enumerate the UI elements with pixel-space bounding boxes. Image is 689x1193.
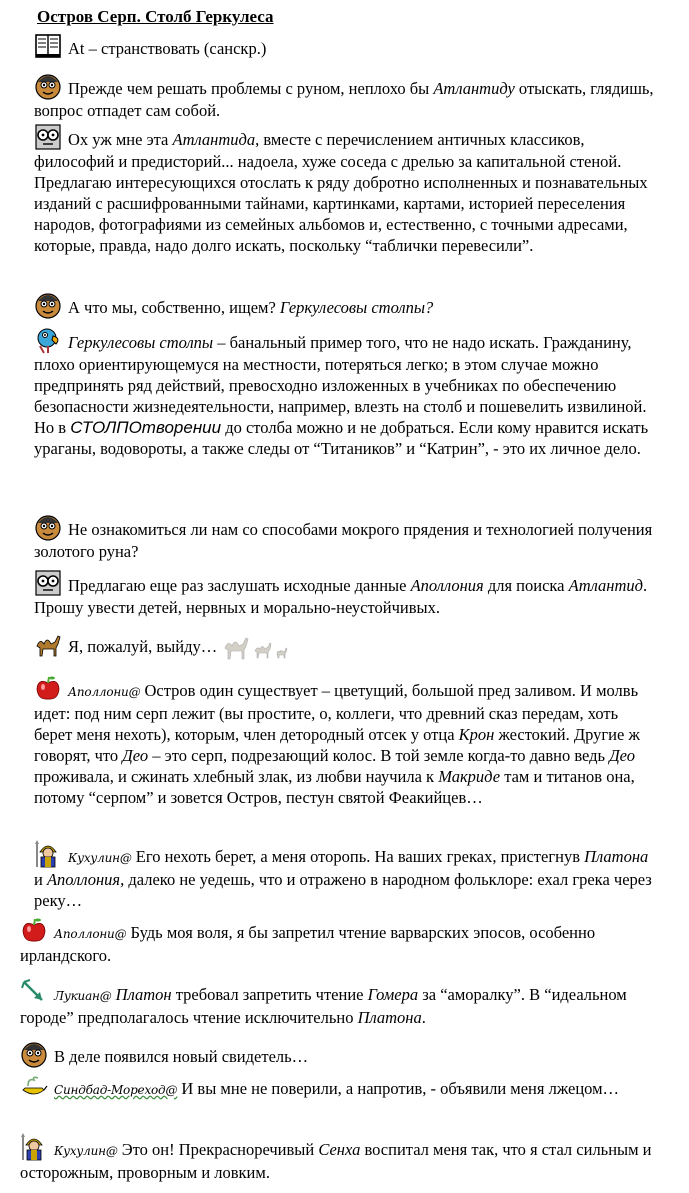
entry-cuchulainn: Кухулин@ Это он! Прекрасноречивый Сенха воспитал меня так, что я стал сильным и осторожным, проворным и ловким. bbox=[20, 1133, 660, 1183]
smiley-face-icon bbox=[34, 291, 62, 319]
entry-parrot: Геркулесовы столпы – банальный пример того, что не надо искать. Гражданину, плохо ориентирующемуся на местности, потеряться легко; в этом случае можно предпринять ряд действий, превосходно изложенных в учебниках по обеспечению безопасности жизнедеятельности, например, влезть на столб и пошевелить извилиной. Но в СТОЛПОтворении до столба можно и не добраться. Если кому нравится искать ураганы, водовороты, а также следы от “Титаников” и “Катрин”, - это их личное дело. bbox=[34, 326, 654, 459]
entry-glasses: Ох уж мне эта Атлантида, вместе с перечислением античных классиков, философий и предисторий... надоела, хуже соседа с дрелью за капитальной стеной. Предлагаю интересующихся отослать к ряду добротно исполненных и познавательных изданий с расшифрованными тайнами, картинками, картами, историей переселения народов, фотографиями из семейных альбомов и, естественно, с точными адресами, которые, правда, надо долго искать, поскольку “таблички перевесили”. bbox=[34, 123, 654, 256]
smiley-face-icon bbox=[20, 1040, 48, 1068]
book-icon bbox=[34, 32, 62, 60]
entry-smiley: Не ознакомиться ли нам со способами мокрого прядения и технологией получения золотого руна? bbox=[34, 513, 654, 562]
camel-icon bbox=[34, 630, 62, 658]
apple-icon bbox=[34, 674, 62, 702]
author-nick: Аполлони@ bbox=[54, 927, 127, 941]
entry-smiley: В деле появился новый свидетель… bbox=[20, 1040, 660, 1068]
lamp-icon bbox=[20, 1072, 48, 1100]
entry-lucian: Лукиан@ Платон требовал запретить чтение Гомера за “аморалку”. В “идеальном городе” предполагалось чтение исключительно Платона. bbox=[20, 978, 660, 1028]
camels-decoration-icon bbox=[223, 634, 293, 660]
warrior-icon bbox=[34, 840, 62, 868]
page-title: Остров Серп. Столб Геркулеса bbox=[37, 7, 274, 26]
author-nick: Кухулин@ bbox=[68, 851, 132, 865]
author-nick: Синдбад-Мореход@ bbox=[54, 1083, 178, 1097]
entry-definition: At – странствовать (санскр.) bbox=[34, 32, 654, 60]
glasses-face-icon bbox=[34, 123, 62, 151]
entry-glasses: Предлагаю еще раз заслушать исходные данные Аполлония для поиска Атлантид. Прошу увести детей, нервных и морально-неустойчивых. bbox=[34, 569, 654, 618]
parrot-icon bbox=[34, 326, 62, 354]
author-nick: Лукиан@ bbox=[54, 989, 112, 1003]
smiley-face-icon bbox=[34, 72, 62, 100]
warrior-icon bbox=[20, 1133, 48, 1161]
arrow-icon bbox=[20, 978, 48, 1006]
smiley-face-icon bbox=[34, 513, 62, 541]
author-nick: Аполлони@ bbox=[68, 685, 141, 699]
entry-camel: Я, пожалуй, выйду… bbox=[34, 630, 654, 660]
entry-smiley: А что мы, собственно, ищем? Геркулесовы столпы? bbox=[34, 291, 654, 319]
entry-apollonius: Аполлони@ Остров один существует – цветущий, большой пред заливом. И молвь идет: под ним серп лежит (вы простите, о, коллеги, что древний сказ передам, хоть берет меня нехоть), которым, член детородный отсек у отца Крон жестокий. Другие ж говорят, что Део – это серп, подрезающий колос. В той земле когда-то давно ведь Део проживала, и сжинать хлебный злак, из любви научила к Макриде там и титанов она, потому “серпом” и зовется Остров, пестун святой Феакийцев… bbox=[34, 674, 654, 808]
entry-apollonius: Аполлони@ Будь моя воля, я бы запретил чтение варварских эпосов, особенно ирландского. bbox=[20, 916, 660, 966]
entry-sinbad: Синдбад-Мореход@ И вы мне не поверили, а напротив, - объявили меня лжецом… bbox=[20, 1072, 660, 1101]
glasses-face-icon bbox=[34, 569, 62, 597]
entry-smiley: Прежде чем решать проблемы с руном, неплохо бы Атлантиду отыскать, глядишь, вопрос отпадет сам собой. bbox=[34, 72, 654, 121]
entry-cuchulainn: Кухулин@ Его нехоть берет, а меня оторопь. На ваших греках, пристегнув Платона и Аполлония, далеко не уедешь, что и отражено в народном фольклоре: ехал грека через реку… bbox=[34, 840, 654, 911]
author-nick: Кухулин@ bbox=[54, 1144, 118, 1158]
apple-icon bbox=[20, 916, 48, 944]
